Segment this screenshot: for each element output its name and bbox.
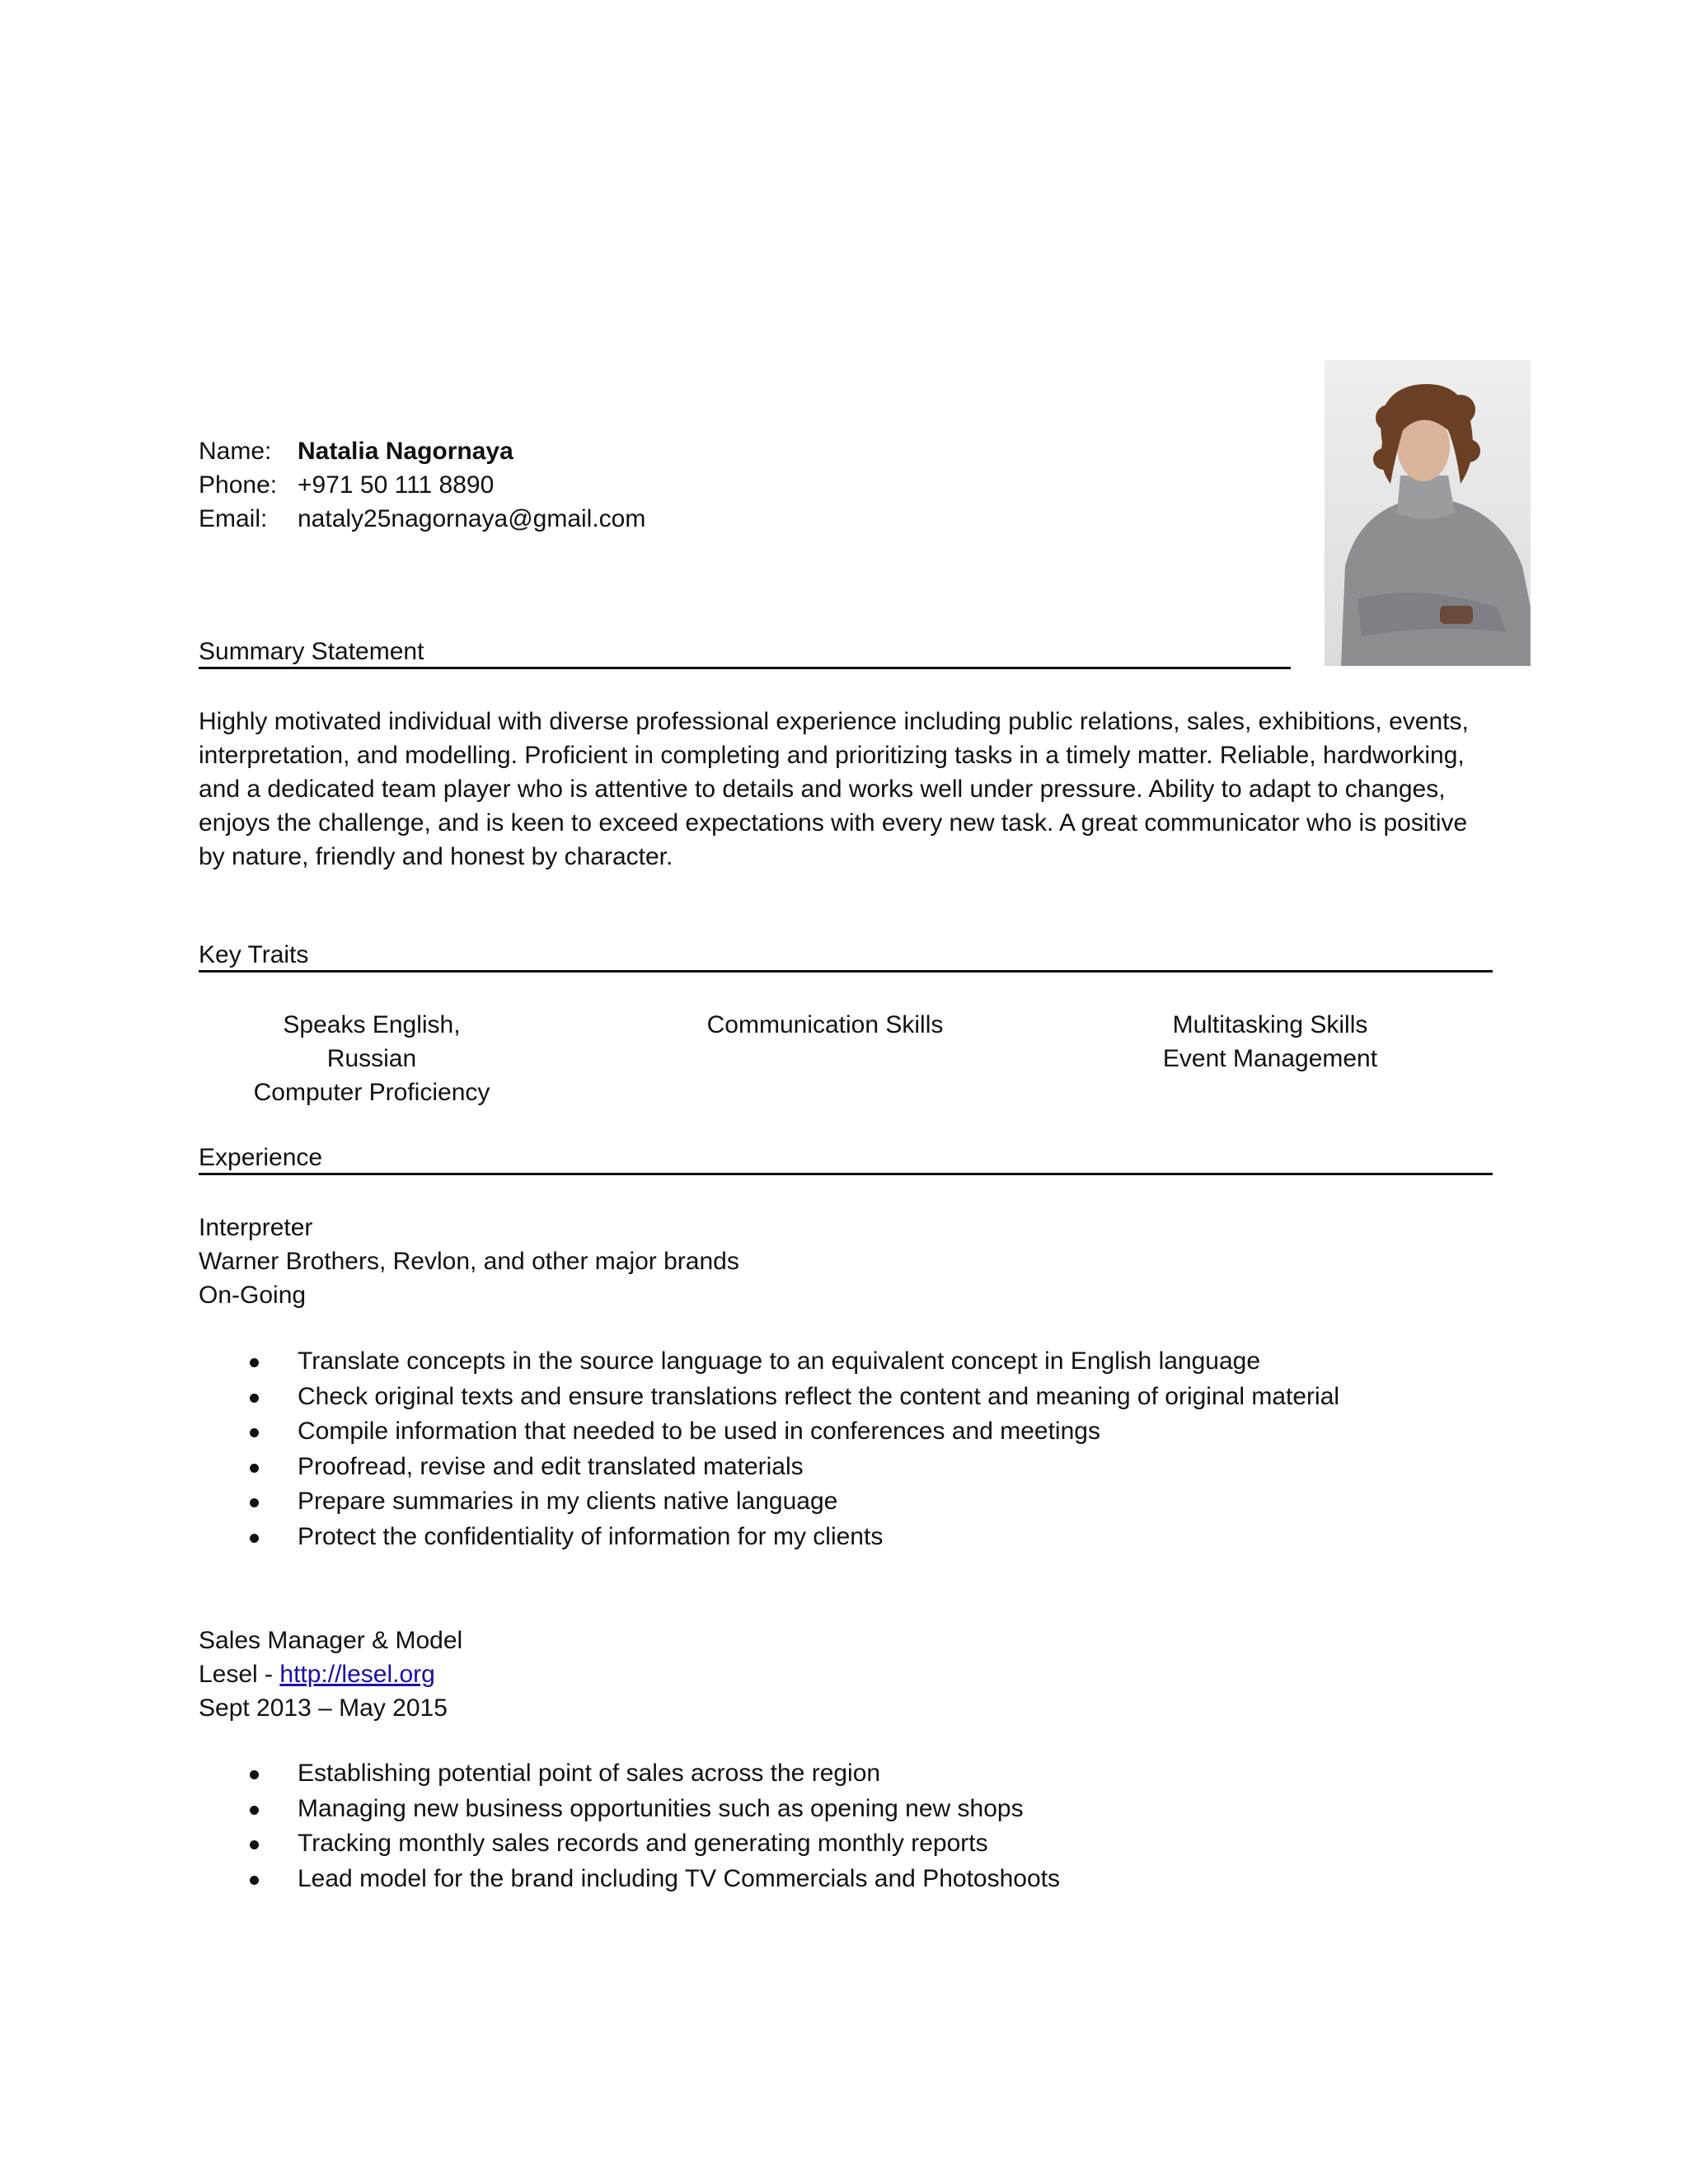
contact-block bbox=[199, 434, 645, 536]
phone-label: Phone: bbox=[199, 471, 278, 499]
profile-photo bbox=[1325, 360, 1531, 666]
key-traits-heading: Key Traits bbox=[199, 941, 1493, 972]
email-value: nataly25nagornaya@gmail.com bbox=[298, 505, 646, 532]
job-entry bbox=[199, 1624, 462, 1725]
experience-heading: Experience bbox=[199, 1144, 1493, 1175]
name-label: Name: bbox=[199, 438, 272, 465]
list-item: Establishing potential point of sales across the region bbox=[199, 1756, 1060, 1792]
job-company: Warner Brothers, Revlon, and other major brands bbox=[199, 1248, 739, 1275]
job-dates: On-Going bbox=[199, 1282, 307, 1309]
profile-photo-image bbox=[1325, 360, 1531, 666]
bullet-icon bbox=[250, 1876, 259, 1885]
list-item: Protect the confidentiality of information for my clients bbox=[199, 1520, 1339, 1555]
bullet-icon bbox=[250, 1534, 259, 1543]
job-duties-list bbox=[199, 1756, 1060, 1896]
summary-heading: Summary Statement bbox=[199, 638, 1291, 669]
bullet-icon bbox=[250, 1770, 259, 1779]
name-row bbox=[199, 434, 645, 468]
phone-value: +971 50 111 8890 bbox=[298, 471, 495, 499]
bullet-icon bbox=[250, 1358, 259, 1367]
traits-column-1 bbox=[248, 1008, 495, 1109]
candidate-name: Natalia Nagornaya bbox=[298, 438, 513, 465]
traits-column-3 bbox=[1146, 1008, 1394, 1076]
list-item: Tracking monthly sales records and generating monthly reports bbox=[199, 1826, 1060, 1862]
trait-item: Multitasking Skills bbox=[1172, 1011, 1368, 1038]
job-title: Interpreter bbox=[199, 1214, 313, 1241]
job-duties-list bbox=[199, 1344, 1339, 1554]
job-dates: Sept 2013 – May 2015 bbox=[199, 1694, 448, 1722]
bullet-icon bbox=[250, 1428, 259, 1437]
job-company: Lesel - bbox=[199, 1661, 280, 1688]
job-company-row bbox=[199, 1657, 462, 1691]
job-title: Sales Manager & Model bbox=[199, 1627, 463, 1654]
summary-text: Highly motivated individual with diverse professional experience including public relations, sales, exhibitions, events, interpretation, and modelling. Proficient in completing and prioritizing tasks in a timely matter. Reliable, hardworking, and a dedicated team player who is attentive to details and works well under pressure. Ability to adapt to changes, enjoys the challenge, and is keen to exceed expectations with every new task. A great communicator who is positive by nature, friendly and honest by character. bbox=[199, 708, 1469, 870]
list-item: Translate concepts in the source language to an equivalent concept in English language bbox=[199, 1344, 1339, 1380]
list-item: Check original texts and ensure translations reflect the content and meaning of original material bbox=[199, 1380, 1339, 1415]
bullet-icon bbox=[250, 1806, 259, 1815]
job-entry bbox=[199, 1211, 739, 1312]
email-label: Email: bbox=[199, 505, 268, 532]
list-item: Prepare summaries in my clients native language bbox=[199, 1484, 1339, 1520]
phone-row bbox=[199, 468, 645, 502]
bullet-icon bbox=[250, 1498, 259, 1507]
company-website-link[interactable]: http://lesel.org bbox=[279, 1661, 435, 1688]
traits-column-2 bbox=[701, 1008, 949, 1042]
trait-item: Communication Skills bbox=[706, 1011, 944, 1038]
trait-item: Event Management bbox=[1162, 1045, 1378, 1072]
list-item: Compile information that needed to be used in conferences and meetings bbox=[199, 1414, 1339, 1450]
bullet-icon bbox=[250, 1840, 259, 1849]
list-item: Managing new business opportunities such as opening new shops bbox=[199, 1792, 1060, 1827]
bullet-icon bbox=[250, 1464, 259, 1473]
email-row bbox=[199, 502, 645, 536]
list-item: Proofread, revise and edit translated materials bbox=[199, 1450, 1339, 1485]
list-item: Lead model for the brand including TV Commercials and Photoshoots bbox=[199, 1862, 1060, 1897]
bullet-icon bbox=[250, 1394, 259, 1403]
trait-item: Computer Proficiency bbox=[253, 1079, 490, 1106]
trait-item: Speaks English, Russian bbox=[283, 1011, 461, 1072]
